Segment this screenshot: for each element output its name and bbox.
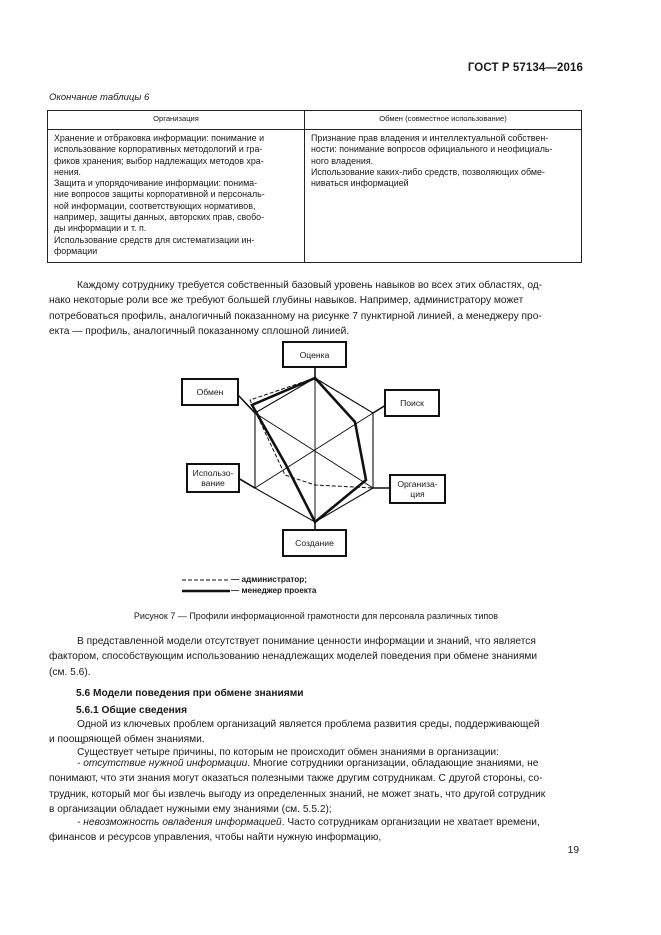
cell-line: формации [54,245,98,256]
cell-line: Защита и упорядочивание информации: понима- [54,178,258,189]
node-usage-label-1: Использо- [192,468,234,478]
cell-line: Использование каких-либо средств, позволяющих обме- [311,166,545,177]
project-manager-profile-solid [252,378,366,522]
legend-swatches [180,576,232,596]
cell-line: ной информации, соответствующих нормативов, [54,200,256,211]
paragraph-model [49,634,583,680]
cell-line: ды информации и т. п. [54,223,147,234]
connector-line [238,478,255,488]
figure-caption: Рисунок 7 — Профили информационной грамотности для персонала различных типов [133,611,499,621]
cell-line: Использование средств для систематизации ин- [54,234,255,245]
cell-line: ного владения. [311,155,374,166]
text-line: Одной из ключевых проблем организаций является проблема развития среды, поддерживающей [77,719,540,730]
node-search [384,389,440,417]
text-line: понимают, что эти знания могут оказаться полезными также другим сотрудникам. С другой стороны, со- [49,773,543,785]
text-line: Каждому сотруднику требуется собственный базовый уровень навыков во всех этих областях, од- [77,280,543,291]
node-exchange: Обмен [181,378,239,406]
subsection-heading: 5.6.1 Общие сведения [76,705,188,716]
standard-number: ГОСТ Р 57134—2016 [467,62,583,74]
bullet-lack-of-information [49,756,583,817]
bullet-rest: . Часто сотрудникам организации не хватает времени, [281,817,540,828]
text-line: трудник, который мог бы извлечь выгоду из определенных знаний, не может знать, что другой сотрудник [49,788,546,800]
text-line: финансов и ресурсов управления, чтобы найти нужную информацию, [49,832,382,844]
bullet-term: - невозможность овладения информацией [77,817,282,828]
node-usage-label-2: вание [201,478,225,488]
node-organization-label-2: ция [410,489,425,499]
table-header-organization: Организация [48,111,305,130]
text-line: и поощряющей обмен знаниями. [49,734,205,746]
cell-line: ние вопросов защиты корпоративной и персональ- [54,189,265,200]
cell-line: Признание прав владения и интеллектуальной собствен- [311,133,549,143]
page-number: 19 [567,845,579,856]
text-line: (см. 5.6). [49,666,91,678]
legend-project-manager: — менеджер проекта [231,586,317,595]
cell-line: фиков хранения; выбор надлежащих методов хра- [54,155,264,166]
bullet-rest: . Многие сотрудники организации, обладающие знаниями, не [247,758,539,769]
cell-line: использование корпоративных методологий и гра- [54,144,263,155]
cell-line: ности: понимание вопросов официального и неофициаль- [311,144,553,155]
paragraph-key-problem [49,717,583,748]
bullet-inability-to-acquire [49,815,583,846]
text-line [49,756,583,771]
node-search-label: Поиск [400,398,424,408]
text-line: потребоваться профиль, аналогичный показанному на рисунке 7 пунктирной линией, а менеджеру про- [49,310,542,322]
bullet-term: - отсутствие нужной информации [77,758,248,769]
cell-line: Хранение и отбраковка информации: понимание и [54,133,265,143]
text-line: нако некоторые роли все же требуют большей глубины навыков. Например, администратору может [49,295,524,307]
text-line: екта — профиль, аналогичный показанному сплошной линией. [49,325,350,337]
node-assessment: Оценка [282,341,347,368]
node-creation: Создание [282,529,347,557]
cell-line: ниваться информацией [311,178,409,189]
cell-line: нения. [54,166,81,177]
node-usage [186,463,240,493]
cell-line: например, защиты данных, авторских прав, свобо- [54,212,265,223]
legend-administrator: — администратор; [231,575,308,584]
text-line: В представленной модели отсутствует понимание ценности информации и знаний, что является [77,636,536,647]
text-line: Существует четыре причины, по которым не происходит обмен знаниями в организации: [77,747,499,758]
table-continuation-label: Окончание таблицы 6 [49,92,150,103]
text-line: фактором, способствующим использованию ненадлежащих моделей поведения при обмене знаниями [49,651,538,663]
section-heading: 5.6 Модели поведения при обмене знаниями [76,688,304,699]
node-organization [389,474,446,504]
text-line [49,815,583,830]
table-header-exchange: Обмен (совместное использование) [305,111,582,130]
text-line: в организации обладает нужными ему знаниями (см. 5.5.2); [49,803,332,815]
node-organization-label-1: Организа- [397,479,438,489]
